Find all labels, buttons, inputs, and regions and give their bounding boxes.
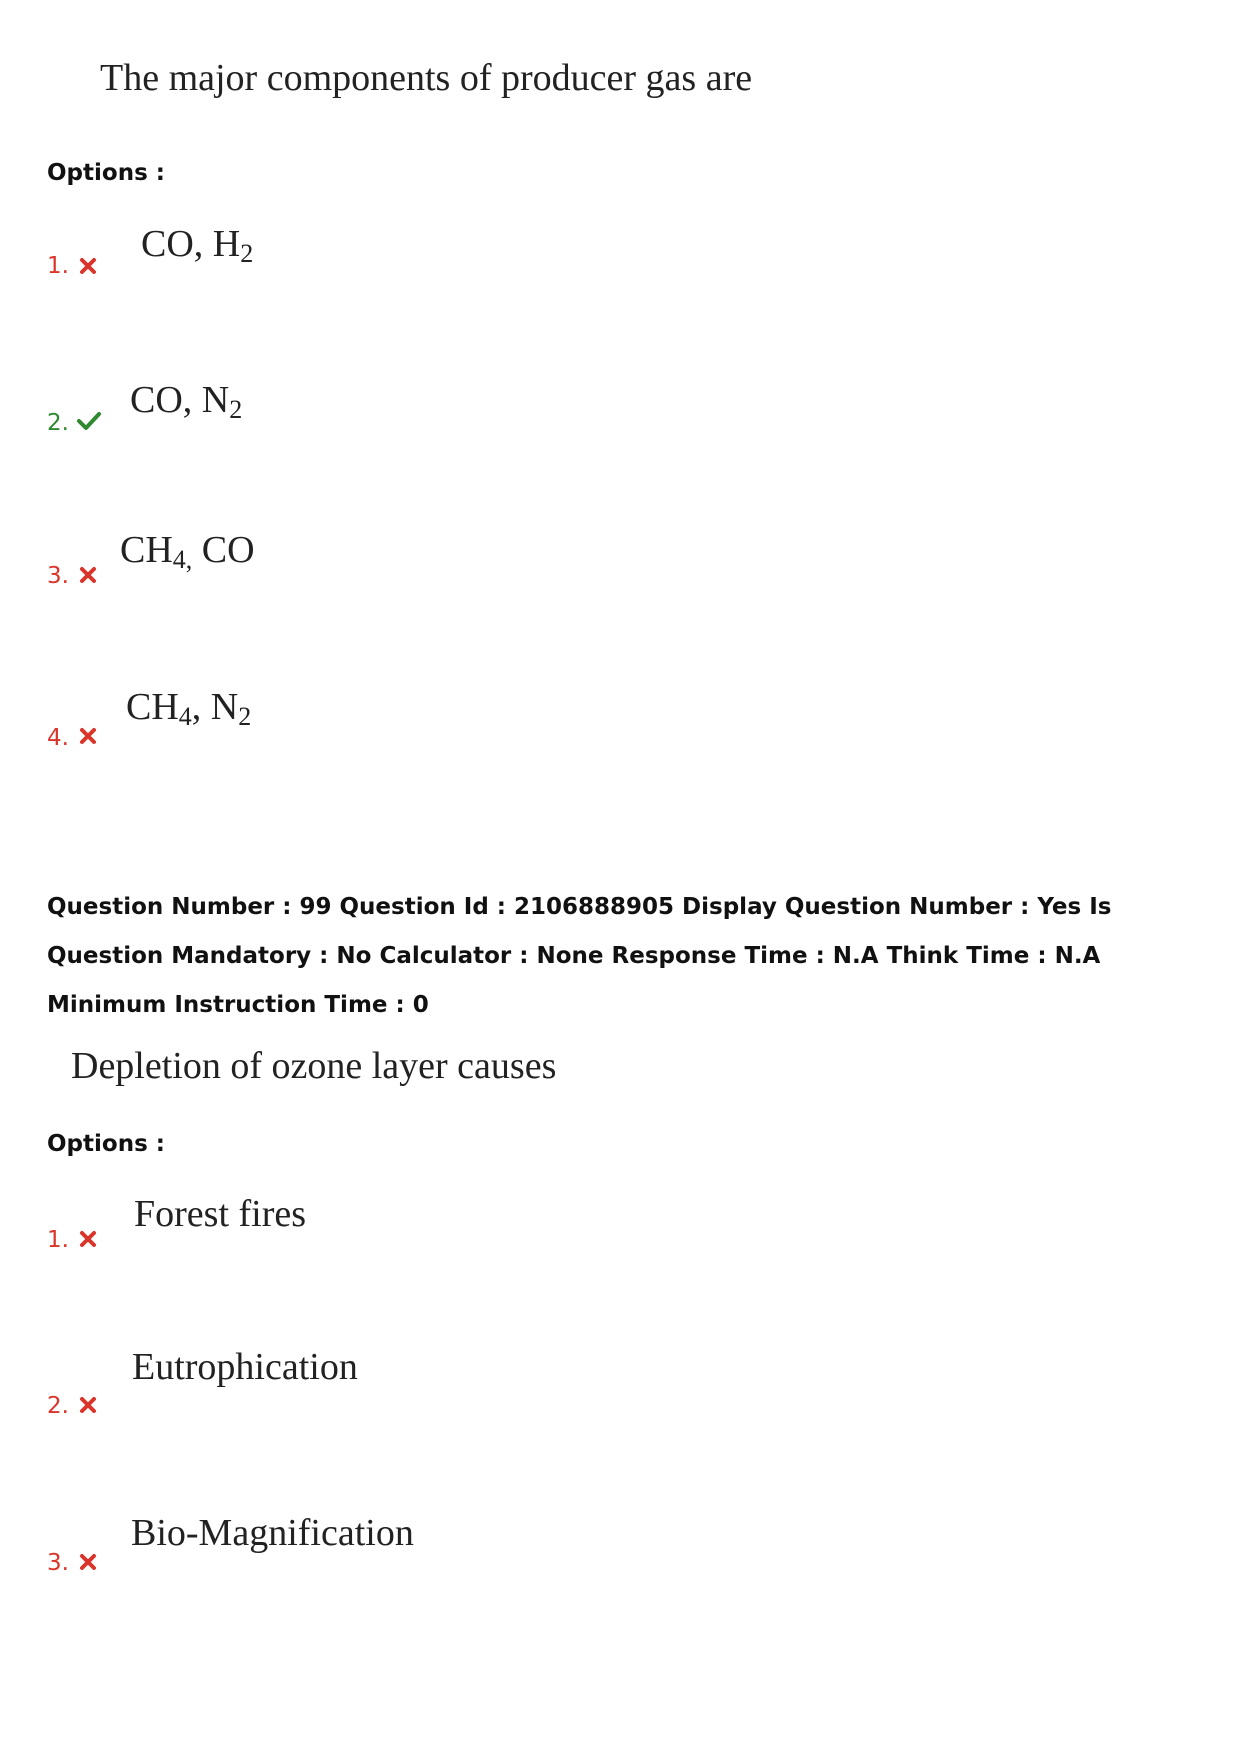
option-text-co-n2	[130, 378, 242, 425]
option-text-co-h2	[141, 222, 253, 269]
formula-part: CO	[192, 529, 255, 571]
cross-icon	[77, 255, 99, 277]
cross-icon	[77, 1394, 99, 1416]
formula-subscript: 2	[240, 239, 254, 268]
option-number: 3.	[47, 1550, 69, 1576]
option-text-forest-fires: Forest fires	[134, 1193, 307, 1235]
formula-subscript: 2	[229, 395, 243, 424]
question-metadata: Question Number : 99 Question Id : 2106888905 Display Question Number : Yes Is Question Mandatory : No Calculator : None Response Time : N.A Think Time : N.A Minimum Instruction Time : 0	[47, 894, 1112, 1018]
cross-icon	[77, 1228, 99, 1250]
formula-part: CO, H	[141, 223, 241, 265]
option-number: 1.	[47, 1227, 69, 1253]
formula-subscript: 4,	[172, 545, 193, 574]
question-text-ozone: Depletion of ozone layer causes	[71, 1045, 557, 1087]
option-text-bio-magnification: Bio-Magnification	[131, 1512, 414, 1554]
option-number: 2.	[47, 410, 69, 436]
cross-icon	[77, 725, 99, 747]
cross-icon	[77, 564, 99, 586]
formula-subscript: 4	[178, 702, 192, 731]
options-label: Options :	[47, 1131, 165, 1157]
formula-subscript: 2	[238, 702, 252, 731]
formula-part: CO, N	[130, 379, 230, 421]
option-number: 4.	[47, 725, 69, 751]
option-text-ch4-n2	[126, 685, 251, 732]
formula-part: , N	[191, 686, 239, 728]
option-number: 1.	[47, 253, 69, 279]
check-icon	[76, 410, 102, 432]
option-text-ch4-co	[120, 528, 255, 575]
option-number: 3.	[47, 563, 69, 589]
formula-part: CH	[120, 529, 173, 571]
question-text-producer-gas: The major components of producer gas are	[100, 57, 753, 99]
cross-icon	[77, 1551, 99, 1573]
formula-part: CH	[126, 686, 179, 728]
option-text-eutrophication: Eutrophication	[132, 1346, 358, 1388]
options-label: Options :	[47, 160, 165, 186]
option-number: 2.	[47, 1393, 69, 1419]
